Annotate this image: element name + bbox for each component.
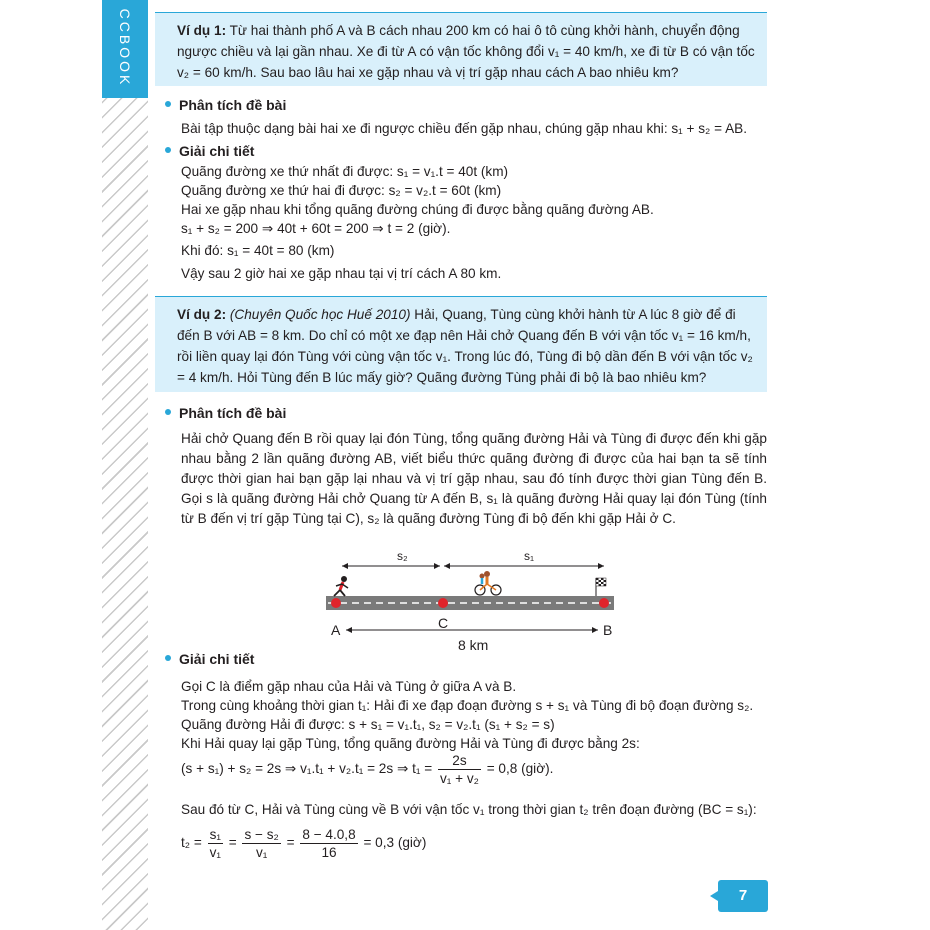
analysis-text-1: Bài tập thuộc dạng bài hai xe đi ngược chiều đến gặp nhau, chúng gặp nhau khi: s₁ + s₂ = AB.	[181, 121, 747, 136]
equation-1-fraction	[438, 752, 481, 787]
solution-line: s₁ + s₂ = 200 ⇒ 40t + 60t = 200 ⇒ t = 2 (giờ).	[181, 221, 451, 236]
solution-line: Quãng đường xe thứ hai đi được: s₂ = v₂.t = 60t (km)	[181, 183, 502, 198]
distance-label: 8 km	[458, 637, 489, 653]
s1-arrow-head-right	[598, 563, 604, 569]
solution-line: Gọi C là điểm gặp nhau của Hải và Tùng ở giữa A và B.	[181, 679, 517, 694]
cyclist-icon	[475, 571, 501, 595]
equation-1-right: = 0,8 (giờ).	[486, 761, 554, 777]
example-2-box	[155, 296, 767, 392]
point-a-dot	[331, 598, 341, 608]
point-b-dot	[599, 598, 609, 608]
example-2-source: (Chuyên Quốc học Huế 2010)	[229, 307, 411, 322]
s2-arrow-head-left	[342, 563, 348, 569]
s2-arrow-head-right	[434, 563, 440, 569]
solution-line: Khi Hải quay lại gặp Tùng, tổng quãng đường Hải và Tùng đi được bằng 2s:	[181, 736, 640, 751]
example-1-label: Ví dụ 1:	[177, 23, 227, 38]
fraction-numerator: s − s₂	[244, 827, 279, 842]
fraction-numerator: s₁	[209, 827, 221, 842]
solution-line: Quãng đường Hải đi được: s + s₁ = v₁.t₁, s₂ = v₂.t₁ (s₁ + s₂ = s)	[181, 717, 555, 732]
analysis-heading-1: Phân tích đề bài	[165, 97, 286, 113]
solution-line: Sau đó từ C, Hải và Tùng cùng về B với vận tốc v₁ trong thời gian t₂ trên đoạn đường (BC = s₁):	[181, 802, 757, 817]
motion-diagram	[322, 546, 618, 658]
solution-heading-2: Giải chi tiết	[165, 651, 254, 667]
analysis-text-2: Hải chở Quang đến B rồi quay lại đón Tùng, tổng quãng đường Hải và Tùng đi được đến khi gặp nhau bằng 2 lần quãng đường AB, viết biểu thức quãng đường đi được của hai bạn ta sẽ tính được thời gian hai bạn gặp lại nhau và vị trí gặp nhau, sau đó tính được thời gian Tùng đến B. Gọi s là quãng đường Hải chở Quang từ A đến B, s₁ là quãng đường Hải quay lại đón Tùng (tính từ B đến vị trí gặp Tùng tại C), s₂ là quãng đường Tùng đi bộ đến khi gặp Hải ở C.	[181, 431, 767, 526]
fraction-denominator: v₁ + v₂	[439, 771, 479, 786]
solution-line: Quãng đường xe thứ nhất đi được: s₁ = v₁.t = 40t (km)	[181, 164, 509, 179]
brand-text: CCBOOK	[117, 8, 133, 88]
solution-line: Vậy sau 2 giờ hai xe gặp nhau tại vị trí cách A 80 km.	[181, 266, 502, 281]
point-c-label: C	[438, 615, 449, 631]
brand-tab	[102, 0, 148, 98]
fraction-numerator: 8 − 4.0,8	[302, 827, 356, 842]
equals-sign: =	[286, 835, 295, 851]
hatched-margin	[102, 0, 148, 930]
page-number: 7	[718, 880, 768, 912]
equation-1-left: (s + s₁) + s₂ = 2s ⇒ v₁.t₁ + v₂.t₁ = 2s ⇒ t₁ =	[181, 761, 433, 777]
equation-1	[181, 752, 553, 787]
ab-arrow-head-right	[592, 627, 598, 633]
s1-label: s₁	[524, 549, 535, 563]
s2-label: s₂	[397, 549, 408, 563]
solution-line: Trong cùng khoảng thời gian t₁: Hải đi xe đạp đoạn đường s + s₁ và Tùng đi bộ đoạn đường s₂.	[181, 698, 754, 713]
equation-2-fraction-3	[300, 826, 357, 861]
walker-icon	[334, 576, 348, 596]
fraction-denominator: 16	[321, 845, 337, 860]
fraction-denominator: v₁	[255, 845, 268, 860]
fraction-numerator: 2s	[438, 752, 481, 770]
solution-line: Hai xe gặp nhau khi tổng quãng đường chúng đi được bằng quãng đường AB.	[181, 202, 654, 217]
fraction-denominator: v₁	[209, 845, 221, 860]
example-2-label: Ví dụ 2:	[177, 307, 227, 322]
ab-arrow-head-left	[346, 627, 352, 633]
point-b-label: B	[603, 622, 613, 638]
equals-sign: =	[228, 835, 237, 851]
equation-2	[181, 826, 426, 861]
solution-heading-1: Giải chi tiết	[165, 143, 254, 159]
equation-2-right: = 0,3 (giờ)	[363, 835, 427, 851]
analysis-heading-2: Phân tích đề bài	[165, 405, 286, 421]
equation-2-fraction-2	[242, 826, 280, 861]
example-1-text: Từ hai thành phố A và B cách nhau 200 km có hai ô tô cùng khởi hành, chuyển động ngược chiều và lại gần nhau. Xe đi từ A có vận tốc không đổi v₁ = 40 km/h, xe đi từ B có vận tốc v₂ = 60 km/h. Sau bao lâu hai xe gặp nhau và vị trí gặp nhau cách A bao nhiêu km?	[177, 23, 755, 80]
equation-2-left: t₂ =	[181, 835, 202, 851]
solution-line: Khi đó: s₁ = 40t = 80 (km)	[181, 243, 335, 258]
point-c-dot	[438, 598, 448, 608]
finish-flag-icon	[596, 578, 606, 596]
example-1-box	[155, 12, 767, 86]
point-a-label: A	[331, 622, 341, 638]
example-2-text: Hải, Quang, Tùng cùng khởi hành từ A lúc 8 giờ để đi đến B với AB = 8 km. Do chỉ có một xe đạp nên Hải chở Quang đến B với vận tốc v₁ = 16 km/h, rồi liền quay lại đón Tùng với cùng vận tốc v₁. Trong lúc đó, Tùng đi bộ dần đến B với vận tốc v₂ = 4 km/h. Hỏi Tùng đến B lúc mấy giờ? Quãng đường Tùng phải đi bộ là bao nhiêu km?	[177, 307, 753, 385]
s1-arrow-head-left	[444, 563, 450, 569]
equation-2-fraction-1	[208, 826, 223, 861]
